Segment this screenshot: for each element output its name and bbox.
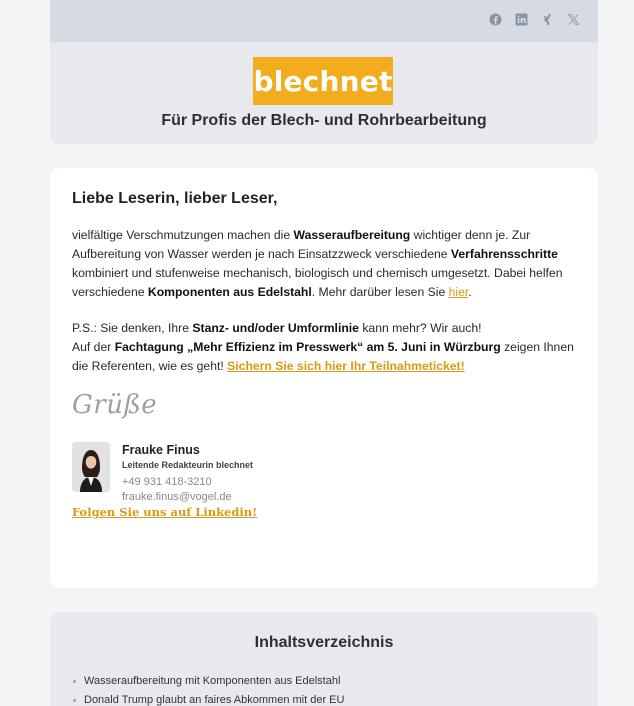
author-role: Leitende Redakteurin blechnet <box>122 460 254 470</box>
logo-text: blechnet <box>253 64 393 98</box>
toc-item[interactable]: Donald Trump glaubt an faires Abkommen mit der EU <box>72 691 598 706</box>
x-icon[interactable] <box>566 12 580 26</box>
linkedin-icon[interactable] <box>514 12 528 26</box>
author-info <box>122 442 253 503</box>
intro-text-1: vielfältige Verschmutzungen machen die <box>72 228 294 242</box>
ps-text-4: zeigen Ihnen die Referenten, wie es geht! <box>72 340 574 373</box>
social-icons <box>488 12 580 26</box>
follow-linkedin-link[interactable]: Folgen Sie uns auf Linkedin! <box>72 505 258 519</box>
ps-bold-2: Fachtagung „Mehr Effizienz im Presswerk“ am 5. Juni in Würzburg <box>114 340 501 354</box>
intro-paragraph <box>72 226 576 302</box>
social-bar <box>50 0 598 42</box>
tagline: Für Profis der Blech- und Rohrbearbeitung <box>161 112 487 129</box>
ticket-link[interactable]: Sichern Sie sich hier Ihr Teilnahmeticket! <box>227 359 465 373</box>
ps-bold-1: Stanz- und/oder Umformlinie <box>192 321 359 335</box>
intro-bold-3: Komponenten aus Edelstahl <box>147 285 312 299</box>
intro-text-5: . <box>468 285 472 299</box>
intro-text-2: wichtiger denn je. Zur Aufbereitung von Wasser werden je nach Einsatzzweck verschiedene <box>72 228 531 261</box>
ps-text-2: kann mehr? Wir auch! <box>358 321 482 335</box>
author-email[interactable]: frauke.finus@vogel.de <box>122 491 232 503</box>
intro-link-hier[interactable]: hier <box>448 285 469 299</box>
ps-text-1: P.S.: Sie denken, Ihre <box>72 321 193 335</box>
newsletter-header <box>50 42 598 144</box>
ps-text-3: Auf der <box>72 340 115 354</box>
xing-icon[interactable] <box>540 12 554 26</box>
blechnet-logo[interactable] <box>253 57 393 105</box>
intro-text-4: . Mehr darüber lesen Sie <box>311 285 449 299</box>
author-phone[interactable]: +49 931 418-3210 <box>122 476 212 488</box>
author-block <box>72 442 576 503</box>
intro-bold-2: Verfahrensschritte <box>450 247 558 261</box>
facebook-icon[interactable] <box>488 12 502 26</box>
toc-list <box>72 672 598 706</box>
table-of-contents <box>50 612 598 706</box>
greeting: Liebe Leserin, lieber Leser, <box>72 190 278 207</box>
author-name: Frauke Finus <box>122 443 200 457</box>
toc-title: Inhaltsverzeichnis <box>254 634 394 651</box>
editorial-card <box>50 168 598 588</box>
intro-bold-1: Wasseraufbereitung <box>293 228 411 242</box>
toc-item[interactable]: Wasseraufbereitung mit Komponenten aus Edelstahl <box>72 672 598 691</box>
signoff-script: Grüße <box>72 390 158 420</box>
intro-text-3: kombiniert und stufenweise mechanisch, biologisch und chemisch umgesetzt. Dabei helfen verschiedene <box>72 266 563 299</box>
ps-paragraph <box>72 319 576 376</box>
avatar <box>72 442 110 492</box>
